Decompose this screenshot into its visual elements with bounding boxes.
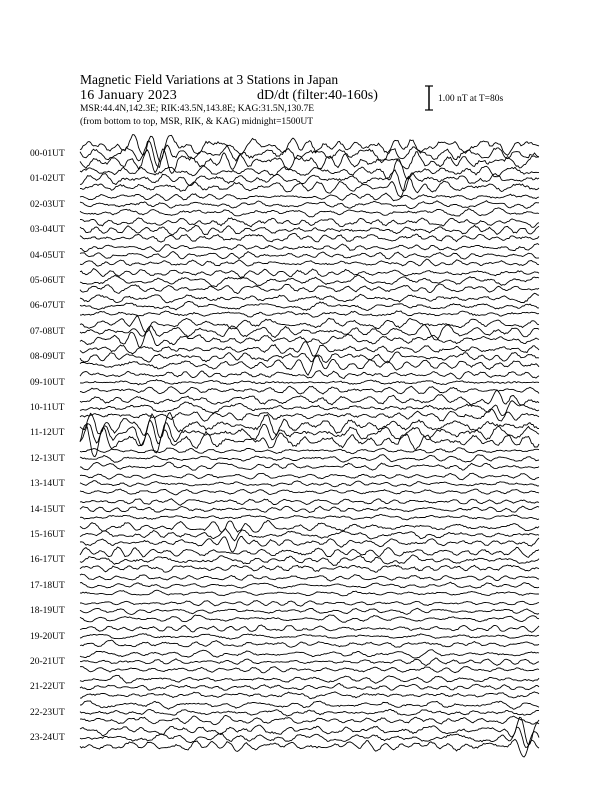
trace-msr: [80, 259, 539, 266]
scale-label: 1.00 nT at T=80s: [438, 94, 504, 104]
trace-msr: [80, 515, 539, 520]
hour-label: 18-19UT: [30, 606, 65, 617]
trace-msr: [80, 386, 539, 394]
trace-msr: [80, 715, 539, 724]
trace-kag: [80, 193, 539, 201]
trace-rik: [80, 582, 539, 588]
trace-rik: [80, 301, 539, 310]
hour-label: 02-03UT: [30, 199, 65, 210]
trace-kag: [80, 625, 539, 632]
hour-label: 17-18UT: [30, 580, 65, 591]
trace-kag: [80, 521, 539, 533]
trace-rik: [80, 401, 539, 416]
hour-label: 04-05UT: [30, 250, 65, 261]
trace-msr: [80, 536, 539, 552]
trace-rik: [80, 727, 539, 747]
hour-label: 16-17UT: [30, 555, 65, 566]
trace-msr: [80, 590, 539, 596]
hour-label: 09-10UT: [30, 377, 65, 388]
trace-msr: [80, 565, 539, 572]
trace-kag: [80, 316, 539, 333]
trace-kag: [80, 547, 539, 557]
hour-label: 12-13UT: [30, 453, 65, 464]
trace-kag: [80, 701, 539, 709]
station-order-note: (from bottom to top, MSR, RIK, & KAG) midnight=1500UT: [80, 117, 314, 127]
trace-rik: [80, 325, 539, 340]
hour-label: 06-07UT: [30, 301, 65, 312]
station-coordinates: MSR:44.4N,142.3E; RIK:43.5N,143.8E; KAG:31.5N,130.7E: [80, 104, 315, 114]
trace-rik: [80, 455, 539, 463]
trace-rik: [80, 481, 539, 487]
hour-label: 14-15UT: [30, 504, 65, 515]
trace-kag: [80, 675, 539, 683]
trace-kag: [80, 574, 539, 581]
trace-kag: [80, 135, 539, 162]
trace-msr: [80, 233, 539, 242]
trace-kag: [80, 448, 539, 454]
hour-label: 08-09UT: [30, 352, 65, 363]
trace-rik: [80, 555, 539, 566]
hour-label: 11-12UT: [30, 428, 65, 439]
trace-rik: [80, 252, 539, 260]
trace-msr: [80, 667, 539, 673]
hour-label: 15-16UT: [30, 530, 65, 540]
trace-kag: [80, 218, 539, 228]
trace-kag: [80, 499, 539, 505]
trace-rik: [80, 709, 539, 716]
hour-label: 07-08UT: [30, 326, 65, 337]
trace-kag: [80, 473, 539, 480]
trace-msr: [80, 489, 539, 495]
trace-rik: [80, 225, 539, 235]
trace-rik: [80, 380, 539, 385]
trace-kag: [80, 390, 539, 405]
trace-kag: [80, 244, 539, 252]
trace-msr: [80, 615, 539, 622]
trace-kag: [80, 342, 539, 357]
chart-title: Magnetic Field Variations at 3 Stations in Japan: [80, 72, 339, 87]
trace-rik: [80, 506, 539, 512]
trace-msr: [80, 739, 539, 757]
filter-label: dD/dt (filter:40-160s): [257, 88, 378, 103]
hour-label: 19-20UT: [30, 631, 65, 642]
trace-msr: [80, 311, 539, 317]
hour-label: 13-14UT: [30, 479, 65, 490]
hour-label: 03-04UT: [30, 225, 65, 236]
hour-label: 21-22UT: [30, 682, 65, 693]
hour-label: 00-01UT: [30, 149, 65, 159]
hour-label: 10-11UT: [30, 403, 65, 413]
hour-label: 01-02UT: [30, 174, 65, 185]
trace-rik: [80, 201, 539, 209]
trace-kag: [80, 159, 539, 180]
trace-msr: [80, 462, 539, 470]
hour-label: 20-21UT: [30, 657, 65, 667]
hour-label: 05-06UT: [30, 276, 65, 286]
trace-rik: [80, 275, 539, 286]
trace-rik: [80, 683, 539, 690]
trace-rik: [80, 658, 539, 665]
trace-kag: [80, 650, 539, 658]
trace-msr: [80, 208, 539, 217]
trace-rik: [80, 608, 539, 614]
trace-kag: [80, 601, 539, 607]
hour-label: 22-23UT: [30, 707, 65, 718]
trace-msr: [80, 692, 539, 699]
trace-msr: [80, 640, 539, 647]
trace-rik: [80, 352, 539, 363]
trace-msr: [80, 409, 539, 421]
date-label: 16 January 2023: [80, 88, 178, 103]
trace-rik: [80, 634, 539, 640]
trace-msr: [80, 284, 539, 294]
hour-label: 23-24UT: [30, 733, 65, 744]
trace-kag: [80, 293, 539, 303]
